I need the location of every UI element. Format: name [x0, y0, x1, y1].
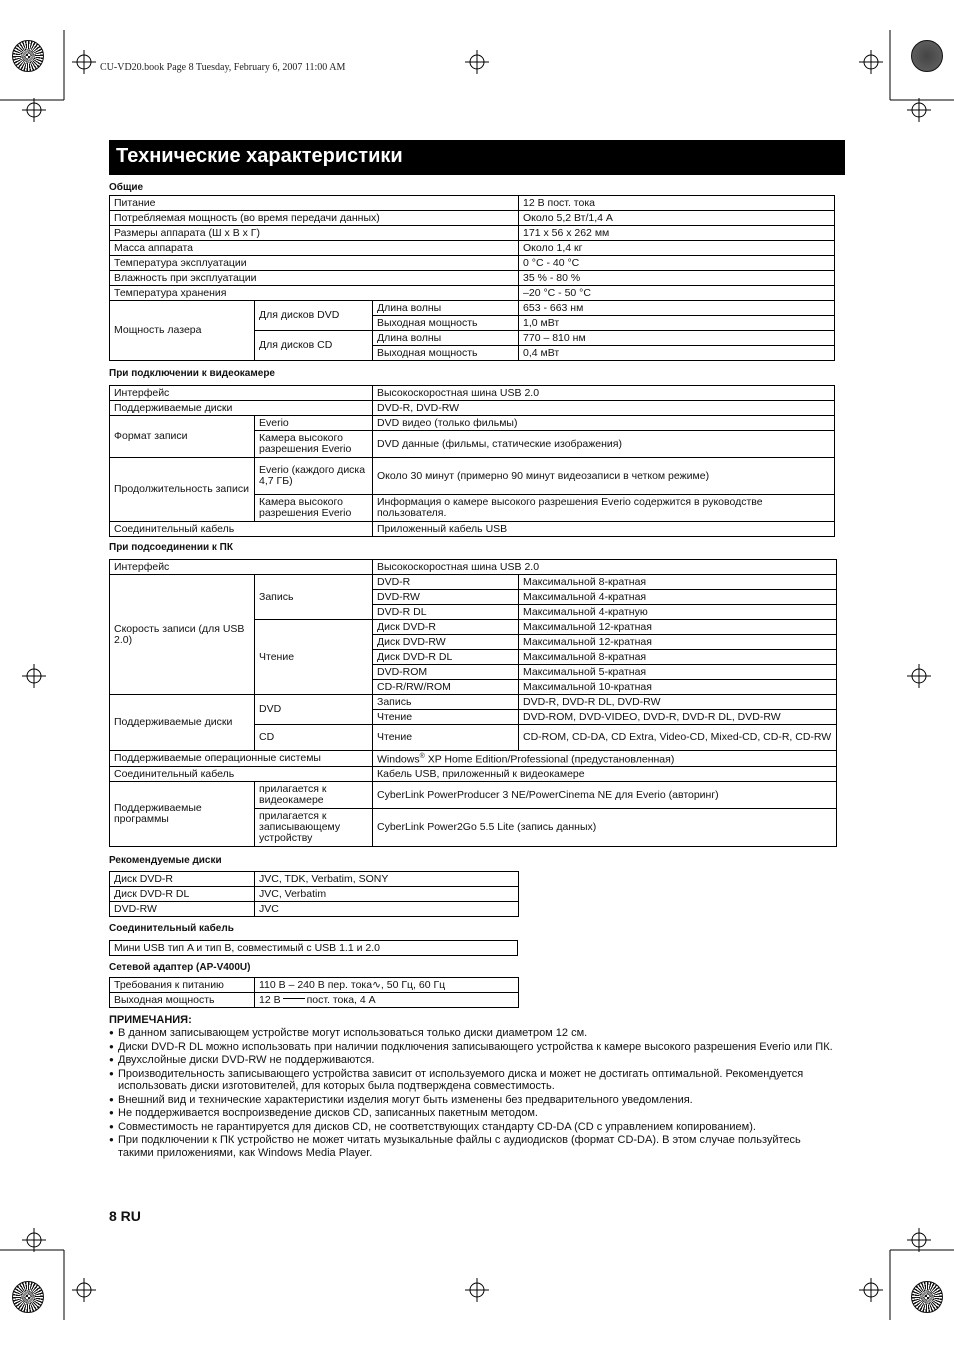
- section-heading-recommended: Рекомендуемые диски: [109, 855, 222, 866]
- registration-rosette-bottom-right: [911, 1281, 943, 1313]
- output-power-label: Выходная мощность: [373, 346, 519, 361]
- pc-spec-table: [109, 559, 837, 847]
- spec-value: Около 1,4 кг: [519, 241, 835, 256]
- software-device-value: CyberLink Power2Go 5.5 Lite (запись данных): [373, 809, 837, 847]
- record-label: Запись: [373, 695, 519, 710]
- note-item: ● В данном записывающем устройстве могут использоваться только диски диаметром 12 см.: [109, 1027, 839, 1040]
- maker-value: JVC: [255, 902, 519, 917]
- speed-value: Максимальной 4-кратную: [519, 605, 837, 620]
- speed-value: Максимальной 10-кратная: [519, 680, 837, 695]
- registration-rosette-top-right: [911, 40, 943, 72]
- section-heading-adapter: Сетевой адаптер (AP-V400U): [109, 962, 251, 973]
- section-heading-camera: При подключении к видеокамере: [109, 368, 275, 379]
- dvd-label: DVD: [255, 695, 373, 725]
- spec-label: Температура эксплуатации: [110, 256, 519, 271]
- dvd-record-value: DVD-R, DVD-R DL, DVD-RW: [519, 695, 837, 710]
- maker-value: JVC, Verbatim: [255, 887, 519, 902]
- speed-value: Максимальной 8-кратная: [519, 575, 837, 590]
- media-label: Диск DVD-R: [373, 620, 519, 635]
- spec-label: Размеры аппарата (Ш x В x Г): [110, 226, 519, 241]
- media-label: Диск DVD-RW: [373, 635, 519, 650]
- section-heading-pc: При подсоединении к ПК: [109, 542, 233, 553]
- maker-value: JVC, TDK, Verbatim, SONY: [255, 872, 519, 887]
- software-device-label: прилагается к записывающему устройству: [255, 809, 373, 847]
- spec-value: Около 5,2 Вт/1,4 А: [519, 211, 835, 226]
- note-item: ● Не поддерживается воспроизведение дисков CD, записанных пакетным методом.: [109, 1107, 839, 1120]
- note-item: ● Совместимость не гарантируется для дисков CD, не соответствующих стандарту CD-DA (CD с управлением копированием).: [109, 1121, 839, 1134]
- speed-value: Максимальной 4-кратная: [519, 590, 837, 605]
- hd-camera-label: Камера высокого разрешения Everio: [255, 431, 373, 458]
- spec-value: –20 °C - 50 °C: [519, 286, 835, 301]
- page-title: Технические характеристики: [109, 140, 845, 175]
- everio-disc-label: Everio (каждого диска 4,7 ГБ): [255, 458, 373, 495]
- hd-duration-value: Информация о камере высокого разрешения Everio содержится в руководстве пользователя.: [373, 495, 835, 522]
- spec-value: DVD-R, DVD-RW: [373, 401, 835, 416]
- adapter-table: [109, 977, 519, 1008]
- media-label: DVD-R DL: [373, 605, 519, 620]
- everio-duration-value: Около 30 минут (примерно 90 минут видеозаписи в четком режиме): [373, 458, 835, 495]
- disc-label: DVD-RW: [110, 902, 255, 917]
- read-label: Чтение: [373, 710, 519, 725]
- spec-value: Кабель USB, приложенный к видеокамере: [373, 767, 837, 782]
- power-req-label: Требования к питанию: [110, 978, 255, 993]
- spec-label: Потребляемая мощность (во время передачи данных): [110, 211, 519, 226]
- media-label: DVD-ROM: [373, 665, 519, 680]
- everio-format-value: DVD видео (только фильмы): [373, 416, 835, 431]
- software-camera-label: прилагается к видеокамере: [255, 782, 373, 809]
- os-label: Поддерживаемые операционные системы: [110, 751, 373, 767]
- supported-discs-label: Поддерживаемые диски: [110, 695, 255, 751]
- spec-label: Влажность при эксплуатации: [110, 271, 519, 286]
- hd-format-value: DVD данные (фильмы, статические изображения): [373, 431, 835, 458]
- registration-rosette-top-left: [12, 40, 44, 72]
- software-label: Поддерживаемые программы: [110, 782, 255, 847]
- ac-symbol-icon: ∿: [372, 978, 381, 991]
- dvd-wavelength-value: 653 - 663 нм: [519, 301, 835, 316]
- dvd-output-value: 1,0 мВт: [519, 316, 835, 331]
- software-camera-value: CyberLink PowerProducer 3 NE/PowerCinema NE для Everio (авторинг): [373, 782, 837, 809]
- note-item: ● Двухслойные диски DVD-RW не поддерживаются.: [109, 1054, 839, 1067]
- media-label: CD-R/RW/ROM: [373, 680, 519, 695]
- recommended-discs-table: [109, 871, 519, 917]
- wavelength-label: Длина волны: [373, 301, 519, 316]
- spec-label: Соединительный кабель: [110, 767, 373, 782]
- media-label: DVD-R: [373, 575, 519, 590]
- speed-value: Максимальной 5-кратная: [519, 665, 837, 680]
- section-heading-cable: Соединительный кабель: [109, 923, 234, 934]
- wavelength-label: Длина волны: [373, 331, 519, 346]
- record-duration-label: Продолжительность записи: [110, 458, 255, 522]
- dvd-read-value: DVD-ROM, DVD-VIDEO, DVD-R, DVD-R DL, DVD-RW: [519, 710, 837, 725]
- output-label: Выходная мощность: [110, 993, 255, 1008]
- note-item: ● Производительность записывающего устройства зависит от используемого диска и может не достигать оптимальной. Рекомендуется использовать диски изготовителей, для которых была подтверждена совместимость.: [109, 1068, 839, 1093]
- spec-label: Питание: [110, 196, 519, 211]
- speed-value: Максимальной 12-кратная: [519, 635, 837, 650]
- power-req-value: 110 В – 240 В пер. тока∿, 50 Гц, 60 Гц: [255, 978, 519, 993]
- general-spec-table: [109, 195, 835, 361]
- spec-value: 171 x 56 x 262 мм: [519, 226, 835, 241]
- dc-symbol-icon: [283, 998, 305, 1005]
- write-label: Запись: [255, 575, 373, 620]
- page-number: 8 RU: [109, 1208, 141, 1224]
- laser-power-label: Мощность лазера: [110, 301, 255, 361]
- camera-spec-table: [109, 385, 835, 537]
- speed-value: Максимальной 12-кратная: [519, 620, 837, 635]
- spec-value: 12 В пост. тока: [519, 196, 835, 211]
- spec-value: 35 % - 80 %: [519, 271, 835, 286]
- laser-dvd-label: Для дисков DVD: [255, 301, 373, 331]
- disc-label: Диск DVD-R: [110, 872, 255, 887]
- cd-output-value: 0,4 мВт: [519, 346, 835, 361]
- disc-label: Диск DVD-R DL: [110, 887, 255, 902]
- laser-cd-label: Для дисков CD: [255, 331, 373, 361]
- note-item: ● При подключении к ПК устройство не может читать музыкальные файлы с аудиодисков (формат CD-DA). В этом случае пользуйтесь такими приложениями, как Windows Media Player.: [109, 1134, 839, 1159]
- output-value: 12 В пост. тока, 4 А: [255, 993, 519, 1008]
- spec-value: 0 °C - 40 °C: [519, 256, 835, 271]
- notes-heading: ПРИМЕЧАНИЯ:: [109, 1014, 192, 1026]
- file-header-line: CU-VD20.book Page 8 Tuesday, February 6, 2007 11:00 AM: [100, 62, 346, 73]
- everio-label: Everio: [255, 416, 373, 431]
- spec-value: Приложенный кабель USB: [373, 522, 835, 537]
- registration-rosette-bottom-left: [12, 1281, 44, 1313]
- speed-value: Максимальной 8-кратная: [519, 650, 837, 665]
- cd-wavelength-value: 770 – 810 нм: [519, 331, 835, 346]
- read-label: Чтение: [255, 620, 373, 695]
- hd-camera-label: Камера высокого разрешения Everio: [255, 495, 373, 522]
- note-item: ● Диски DVD-R DL можно использовать при наличии подключения записывающего устройства к камере высокого разрешения Everio или ПК.: [109, 1041, 839, 1054]
- media-label: Диск DVD-R DL: [373, 650, 519, 665]
- spec-label: Соединительный кабель: [110, 522, 373, 537]
- media-label: DVD-RW: [373, 590, 519, 605]
- spec-label: Масса аппарата: [110, 241, 519, 256]
- write-speed-label: Скорость записи (для USB 2.0): [110, 575, 255, 695]
- cd-read-value: CD-ROM, CD-DA, CD Extra, Video-CD, Mixed-CD, CD-R, CD-RW: [519, 725, 837, 751]
- spec-label: Температура хранения: [110, 286, 519, 301]
- cable-value: Мини USB тип A и тип B, совместимый с USB 1.1 и 2.0: [110, 941, 518, 956]
- spec-label: Поддерживаемые диски: [110, 401, 373, 416]
- cable-table: [109, 940, 518, 956]
- note-item: ● Внешний вид и технические характеристики изделия могут быть изменены без предварительного уведомления.: [109, 1094, 839, 1107]
- section-heading-general: Общие: [109, 182, 144, 193]
- os-value: Windows® XP Home Edition/Professional (предустановленная): [373, 751, 837, 767]
- record-format-label: Формат записи: [110, 416, 255, 458]
- read-label: Чтение: [373, 725, 519, 751]
- spec-label: Интерфейс: [110, 560, 373, 575]
- notes-block: [109, 1014, 839, 1160]
- spec-label: Интерфейс: [110, 386, 373, 401]
- cd-label: CD: [255, 725, 373, 751]
- output-power-label: Выходная мощность: [373, 316, 519, 331]
- spec-value: Высокоскоростная шина USB 2.0: [373, 560, 837, 575]
- spec-value: Высокоскоростная шина USB 2.0: [373, 386, 835, 401]
